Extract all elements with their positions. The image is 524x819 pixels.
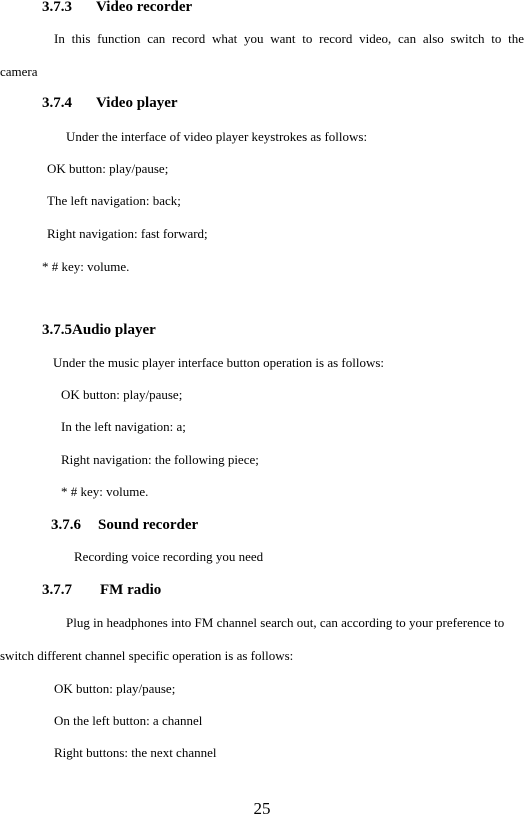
video-recorder-body-line1: In this function can record what you want to record video, can also switch to the	[54, 31, 524, 46]
heading-video-recorder	[42, 0, 192, 16]
video-player-item-right: Right navigation: fast forward;	[47, 226, 208, 241]
heading-video-player	[42, 94, 178, 112]
heading-title: Video player	[96, 95, 178, 111]
page-number: 25	[253, 799, 271, 818]
fm-radio-item-right: Right buttons: the next channel	[54, 745, 217, 760]
video-player-intro: Under the interface of video player keystrokes as follows:	[66, 129, 368, 144]
video-recorder-body-line2: camera	[0, 64, 38, 79]
heading-number: 3.7.6	[51, 517, 81, 533]
audio-player-item-left: In the left navigation: a;	[61, 419, 186, 434]
video-player-item-left: The left navigation: back;	[47, 193, 181, 208]
video-player-item-volume: * # key: volume.	[42, 259, 130, 274]
heading-number: 3.7.7	[42, 582, 72, 598]
audio-player-item-right: Right navigation: the following piece;	[61, 452, 259, 467]
heading-title: Sound recorder	[98, 517, 199, 533]
audio-player-item-volume: * # key: volume.	[61, 484, 149, 499]
heading-sound-recorder	[51, 516, 198, 534]
heading-audio-player: 3.7.5Audio player	[42, 322, 156, 338]
audio-player-item-ok: OK button: play/pause;	[61, 387, 183, 402]
heading-fm-radio	[42, 581, 161, 599]
heading-title: Video recorder	[96, 0, 193, 15]
sound-recorder-body: Recording voice recording you need	[74, 549, 264, 564]
heading-title: FM radio	[100, 582, 162, 598]
fm-radio-item-ok: OK button: play/pause;	[54, 681, 176, 696]
fm-radio-item-left: On the left button: a channel	[54, 713, 203, 728]
fm-radio-body-line2: switch different channel specific operation is as follows:	[0, 648, 294, 663]
audio-player-intro: Under the music player interface button operation is as follows:	[53, 355, 385, 370]
heading-number: 3.7.4	[42, 95, 72, 111]
heading-number: 3.7.3	[42, 0, 72, 15]
video-player-item-ok: OK button: play/pause;	[47, 161, 169, 176]
fm-radio-body-line1: Plug in headphones into FM channel search out, can according to your preference to	[66, 615, 505, 630]
